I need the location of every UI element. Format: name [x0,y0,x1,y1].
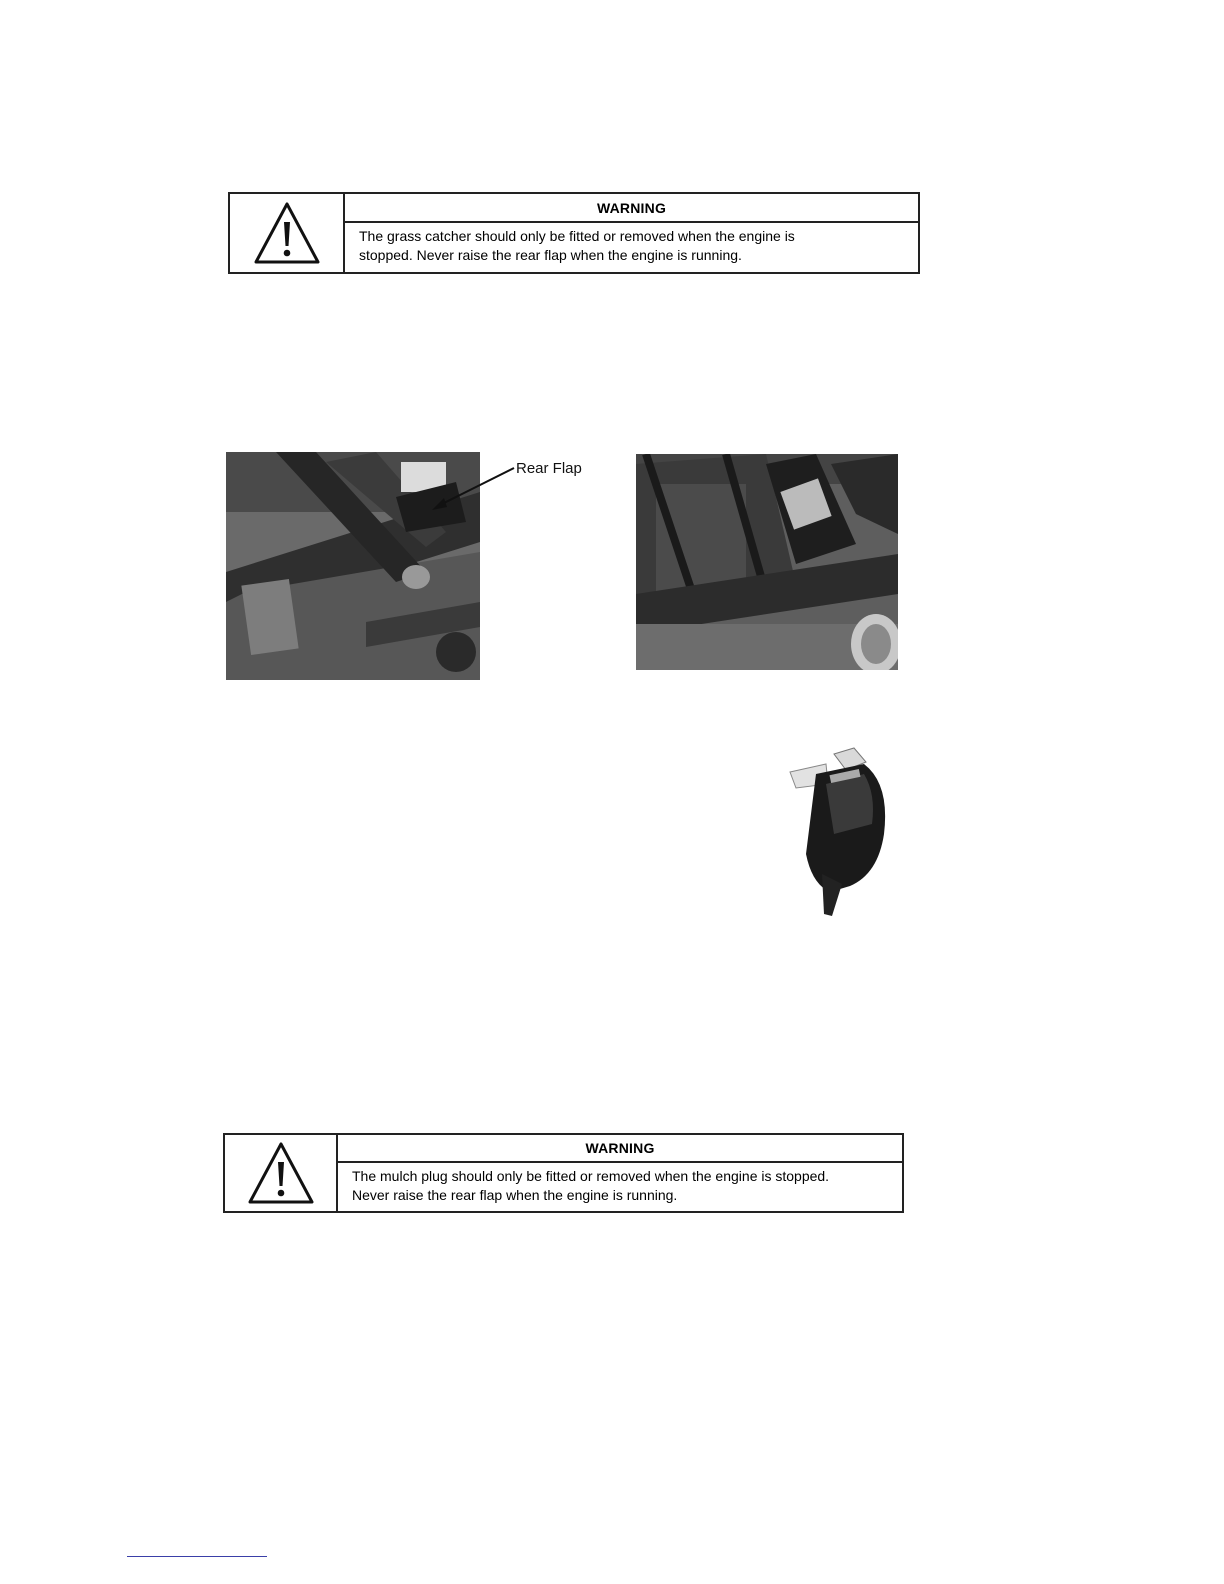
footnote-separator [127,1556,267,1557]
callout-label-rear-flap: Rear Flap [516,460,582,477]
callout-arrow [420,460,520,520]
warning-text-line: stopped. Never raise the rear flap when the engine is running. [359,247,742,263]
warning-text-line: The mulch plug should only be fitted or removed when the engine is stopped. [352,1168,830,1184]
warning-triangle-icon [252,200,322,266]
warning-content [338,1135,902,1211]
warning-box-mulch-plug [223,1133,904,1213]
warning-text [345,223,918,265]
warning-title: WARNING [338,1135,902,1163]
warning-icon-cell [225,1135,338,1211]
warning-box-grass-catcher [228,192,920,274]
photo-grass-catcher-fitted [636,454,898,670]
image-mulch-plug [786,744,896,920]
warning-content [345,194,918,272]
warning-text-line: The grass catcher should only be fitted or removed when the engine is [359,228,795,244]
photo-grass-catcher-image [636,454,898,670]
warning-icon-cell [230,194,345,272]
warning-title: WARNING [345,194,918,223]
warning-text [338,1163,902,1205]
warning-text-line: Never raise the rear flap when the engine is running. [352,1187,678,1203]
mulch-plug-image [786,744,896,920]
warning-triangle-icon [246,1140,316,1206]
